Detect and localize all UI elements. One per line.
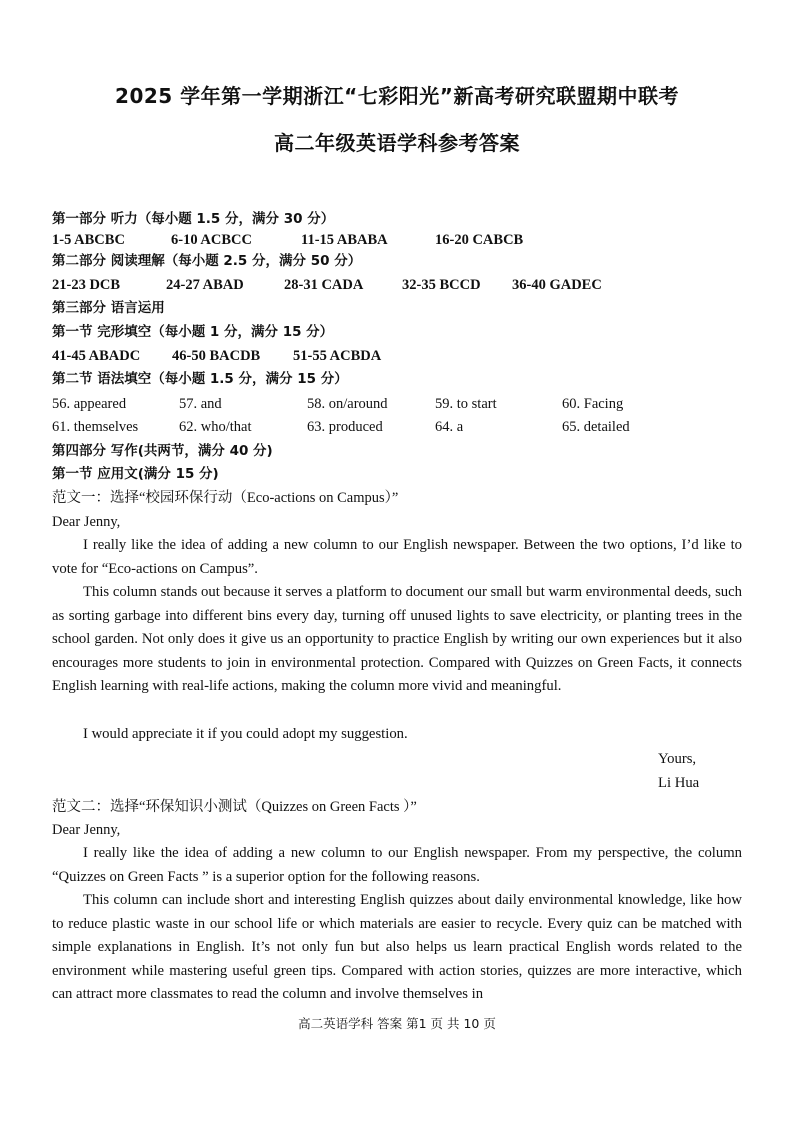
part2-heading: 第二部分 阅读理解（每小题 2.5 分，满分 50 分） (52, 253, 362, 269)
part3-section2-row1 (52, 394, 623, 414)
answer-group: 41-45 ABADC (52, 348, 141, 364)
sample2-greeting: Dear Jenny, (52, 822, 121, 838)
part3-section2-heading: 第二节 语法填空（每小题 1.5 分，满分 15 分） (52, 371, 348, 387)
sample1-paragraph-3: I would appreciate it if you could adopt my suggestion. (83, 726, 408, 742)
sample1-signature: Li Hua (658, 775, 700, 791)
answer-group: 11-15 ABABA (301, 232, 388, 248)
sample1-greeting: Dear Jenny, (52, 514, 121, 530)
answer-group: 46-50 BACDB (172, 348, 261, 364)
grammar-answer: 65. detailed (562, 419, 630, 435)
sample1-closing: Yours, (658, 751, 697, 767)
part3-section2-row2 (52, 417, 630, 437)
answer-group: 6-10 ACBCC (171, 232, 252, 248)
part3-section1-answers (52, 346, 381, 366)
answer-group: 36-40 GADEC (512, 277, 602, 293)
grammar-answer: 64. a (435, 419, 464, 435)
answer-group: 51-55 ACBDA (293, 348, 382, 364)
part4-section1-heading: 第一节 应用文(满分 15 分) (52, 466, 219, 482)
part3-heading: 第三部分 语言运用 (52, 300, 165, 316)
answer-group: 24-27 ABAD (166, 277, 244, 293)
answer-group: 1-5 ABCBC (52, 232, 125, 248)
part1-answers (52, 230, 523, 250)
sample2-paragraph-1: I really like the idea of adding a new column to our English newspaper. From my perspective, the column “Quizzes on Green Facts ” is a superior option for the following reasons. (52, 845, 742, 885)
answer-group: 16-20 CABCB (435, 232, 524, 248)
answer-group: 32-35 BCCD (402, 277, 481, 293)
part3-section1-heading: 第一节 完形填空（每小题 1 分，满分 15 分） (52, 324, 334, 340)
sample2-paragraph-2: This column can include short and interesting English quizzes about daily environmental knowledge, like how to reduce plastic waste in our school life or which materials are easier to recycle. Every quiz can be matched with simple explanations in English. It’s not only fun but also helps us learn practical English words related to the environment while mastering useful green tips. Compared with action stories, quizzes are more interactive, which can attract more classmates to read the column and involve themselves in (52, 892, 742, 1003)
sample1-paragraph-2: This column stands out because it serves a platform to document our small but warm environmental deeds, such as sorting garbage into different bins every day, turning off unused lights to save electricity, or planting trees in the school garden. Not only does it give us an opportunity to practice English by writing our own experiences but it also encourages more students to join in environmental protection. Compared with Quizzes on Green Facts, it connects English learning with real-life actions, making the column more vivid and meaningful. (52, 584, 742, 695)
answer-group: 21-23 DCB (52, 277, 121, 293)
grammar-answer: 63. produced (307, 419, 383, 435)
document-title: 2025 学年第一学期浙江“七彩阳光”新高考研究联盟期中联考 (115, 84, 679, 108)
part4-heading: 第四部分 写作(共两节，满分 40 分) (52, 443, 273, 459)
grammar-answer: 59. to start (435, 396, 497, 412)
grammar-answer: 62. who/that (179, 419, 252, 435)
sample2-label: 范文二：选择“环保知识小测试（Quizzes on Green Facts ）” (52, 799, 417, 815)
grammar-answer: 61. themselves (52, 419, 139, 435)
answer-group: 28-31 CADA (284, 277, 364, 293)
sample1-paragraph-1: I really like the idea of adding a new column to our English newspaper. Between the two options, I’d like to vote for “Eco-actions on Campus”. (52, 537, 742, 577)
grammar-answer: 60. Facing (562, 396, 624, 412)
part1-heading: 第一部分 听力（每小题 1.5 分，满分 30 分） (52, 211, 335, 227)
document-subtitle: 高二年级英语学科参考答案 (274, 131, 520, 155)
sample1-label: 范文一：选择“校园环保行动（Eco-actions on Campus）” (52, 490, 399, 506)
grammar-answer: 58. on/around (307, 396, 388, 412)
part2-answers (52, 275, 602, 295)
grammar-answer: 57. and (179, 396, 222, 412)
grammar-answer: 56. appeared (52, 396, 127, 412)
page-footer: 高二英语学科 答案 第1 页 共 10 页 (298, 1016, 496, 1031)
